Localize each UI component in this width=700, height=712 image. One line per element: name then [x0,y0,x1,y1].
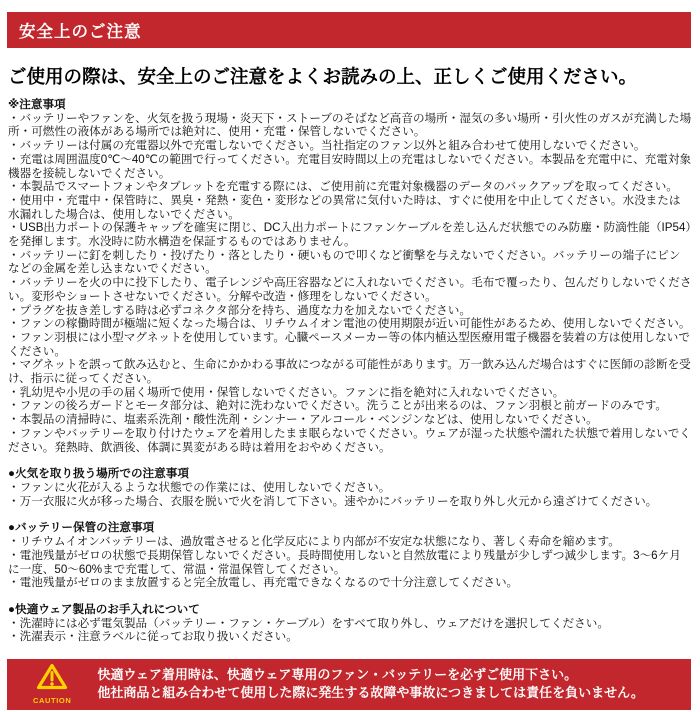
page-title-bar [7,12,691,48]
caution-line-1: 快適ウェア着用時は、快適ウェア専用のファン・バッテリーを必ずご使用下さい。 [97,666,578,682]
caution-line-2: 他社商品と組み合わせて使用した際に発生する故障や事故につきましては責任を負いません。 [97,685,644,700]
caution-text [97,666,644,703]
notice-item: ・バッテリーに釘を刺したり・投げたり・落としたり・硬いもので叩くなど衝撃を与えないでください。バッテリーの端子にピンなどの金属を差し込まないでください。 [8,248,681,276]
intro-text: ご使用の際は、安全上のご注意をよくお読みの上、正しくご使用ください。 [8,66,638,87]
notice-item: ・バッテリーやファンを、火気を扱う現場・炎天下・ストーブのそばなど高音の場所・湿気の多い場所・引火性のガスが充満した場所・可燃性の液体がある場所では絶対に、使用・充電・保管しないでください。 [8,111,692,139]
notice-item: ・電池残量がゼロの状態で長期保管しないでください。長時間使用しないと自然放電により残量が少しずつ減少します。3～6ケ月に一度、50～60%まで充電して、常温・常温保管してください。 [8,548,681,576]
notice-item: ・ファンに火花が入るような状態での作業には、使用しないでください。 [8,480,391,494]
section-general-notices [8,98,692,454]
notice-item: ・本製品でスマートフォンやタブレットを充電する際には、ご使用前に充電対象機器のデータのバックアップを取ってください。 [8,180,678,194]
notice-item: ・プラグを抜き差しする時は必ずコネクタ部分を持ち、過度な力を加えないでください。 [8,303,471,317]
notice-item: ・万一衣服に火が移った場合、衣服を脱いで火を消して下さい。速やかにバッテリーを取り外し火元から遠ざけてください。 [8,494,658,508]
section-title: ●火気を取り扱う場所での注意事項 [8,467,189,481]
section-title: ●バッテリー保管の注意事項 [8,521,155,535]
notice-item: ・使用中・充電中・保管時に、異臭・発熱・変色・変形などの異常に気付いた時は、すぐに使用を中止してください。水没または水漏れした場合は、使用しないでください。 [8,193,681,221]
caution-box [7,659,691,710]
notice-item: ・乳幼児や小児の手の届く場所で使用・保管しないでください。ファンに指を絶対に入れないでください。 [8,385,565,399]
warning-triangle-icon [36,663,68,695]
section-title: ●快適ウェア製品のお手入れについて [8,602,200,616]
notice-item: ・バッテリーは付属の充電器以外で充電しないでください。当社指定のファン以外と組み合わせて使用しないでください。 [8,139,646,153]
section-wear-care-notices [8,603,692,644]
section-battery-storage-notices [8,521,692,590]
notice-item: ・ファンの後ろガードとモータ部分は、絶対に洗わないでください。洗うことが出来るのは、ファン羽根と前ガードのみです。 [8,399,667,413]
section-fire-area-notices [8,467,692,508]
notice-item: ・本製品の清掃時に、塩素系洗剤・酸性洗剤・シンナー・アルコール・ベンジンなどは、使用しないでください。 [8,413,598,427]
notice-item: ・洗濯表示・注意ラベルに従ってお取り扱いください。 [8,630,298,644]
notice-item: ・ファン羽根には小型マグネットを使用しています。心臓ペースメーカー等の体内植込型医療用電子機器を装着の方は使用しないでください。 [8,330,690,358]
notice-item: ・ファンやバッテリーを取り付けたウェアを着用したまま眠らないでください。ウェアが湿った状態や濡れた状態で着用しないでください。発熱時、飲酒後、体調に異変がある時は着用をおやめください。 [8,426,691,454]
notice-item: ・洗濯時には必ず電気製品（バッテリー・ファン・ケーブル）をすべて取り外し、ウェアだけを選択してください。 [8,616,609,630]
notice-item: ・USB出力ポートの保護キャップを確実に閉じ、DC入出力ポートにファンケーブルを差し込んだ状態でのみ防塵・防滴性能（IP54）を発揮します。水没時に防水構造を保証するものではありません。 [8,221,692,249]
notice-item: ・ファンの稼働時間が極端に短くなった場合は、リチウムイオン電池の使用期限が近い可能性があるため、使用しないでください。 [8,317,691,331]
notice-content [8,98,692,644]
notice-item: ・マグネットを誤って飲み込むと、生命にかかわる事故につながる可能性があります。万一飲み込んだ場合はすぐに医師の診断を受け、指示に従ってください。 [8,358,691,386]
caution-label: CAUTION [33,696,72,705]
notice-item: ・充電は周囲温度0℃～40℃の範囲で行ってください。充電目安時間以上の充電はしないでください。本製品を充電中に、充電対象機器を接続しないでください。 [8,152,692,180]
section-title: ※注意事項 [8,98,66,111]
caution-badge [33,663,71,705]
notice-item: ・電池残量がゼロのまま放置すると完全放電し、再充電できなくなるので十分注意してください。 [8,576,519,590]
page-title: 安全上のご注意 [19,23,142,41]
notice-item: ・バッテリーを火の中に投下したり、電子レンジや高圧容器などに入れないでください。毛布で覆ったり、包んだりしないでください。変形やショートさせないでください。分解や改造・修理をしないでください。 [8,276,692,303]
notice-item: ・リチウムイオンバッテリーは、過放電させると化学反応により内部が不安定な状態になり、著しく寿命を縮めます。 [8,535,620,549]
